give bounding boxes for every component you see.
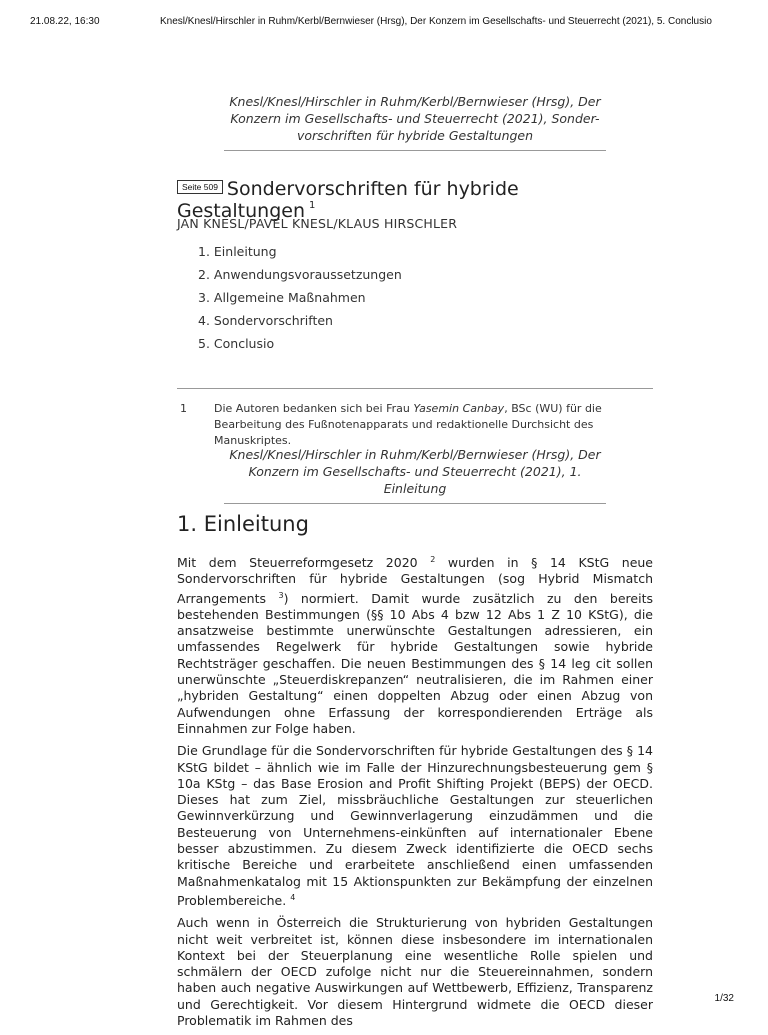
footnote-text-b: , BSc (WU) für die Bearbeitung des Fußnotenapparats und redaktionelle Durchsicht des Manuskriptes. xyxy=(214,402,602,447)
footnote-text-a: Die Autoren bedanken sich bei Frau xyxy=(214,402,414,415)
source-caption-mid: Knesl/Knesl/Hirschler in Ruhm/Kerbl/Bernwieser (Hrsg), Der Konzern im Gesellschafts- und Steuerrecht (2021), 1. Einleitung xyxy=(224,446,606,504)
footnote-ref-4[interactable]: 4 xyxy=(290,892,296,902)
authors: JAN KNESL/PAVEL KNESL/KLAUS HIRSCHLER xyxy=(177,216,458,231)
paragraph: Auch wenn in Österreich die Strukturierung von hybriden Gestaltungen nicht weit verbreitet ist, können diese insbesondere im internationalen Kontext bei der Steuerplanung eine wesentliche Rolle spielen und schmälern der OECD zufolge nicht nur die Steuereinnahmen, sondern haben auch negative Auswirkungen auf Wettbewerb, Effizienz, Transparenz und Gerechtigkeit. Vor diesem Hintergrund widmete die OECD dieser Problematik im Rahmen des xyxy=(177,915,653,1029)
paragraph-text: ) normiert. Damit wurde zusätzlich zu den bereits bestehenden Bestimmungen (§§ 10 Abs 4 bzw 12 Abs 1 Z 10 KStG), die ansatzweise bestimmte unerwünschte Gestaltungen adressieren, ein umfassendes Regelwerk für hybride Gestaltungen sowie hybride Rechtsträger geschaffen. Die neuen Bestimmungen des § 14 leg cit sollen unerwünschte „Steuerdiskrepanzen“ neutralisieren, die im Rahmen einer „hybriden Gestaltung“ einen doppelten Abzug oder einen Abzug von Aufwendungen ohne Erfassung der korrespondierenden Erträge als Einnahmen zur Folge haben. xyxy=(177,590,653,736)
paragraph-text: Die Grundlage für die Sondervorschriften für hybride Gestaltungen des § 14 KStG bildet – ähnlich wie im Falle der Hinzurechnungsbesteuerung gem § 10a KStg – das Base Erosion and Profit Shifting Projekt (BEPS) der OECD. Dieses hat zum Ziel, missbräuchliche Gestaltungen zur steuerlichen Gewinnverkürzung und Gewinnverlagerung einzudämmen und die Besteuerung von Unternehmens-einkünften auf internationaler Ebene besser abzustimmen. Zu diesem Zweck identifizierte die OECD sechs kritische Bereiche und erarbeitete anschließend einen umfassenden Maßnahmenkatalog mit 15 Aktionspunkten zur Bekämpfung der einzelnen Problembereiche. xyxy=(177,743,653,908)
paragraph xyxy=(177,552,653,737)
footnote-text xyxy=(214,401,653,449)
footnote-ref-2[interactable]: 2 xyxy=(430,555,436,564)
title-text: Sondervorschriften für hybride Gestaltungen xyxy=(177,178,519,222)
body-text xyxy=(177,552,653,1035)
footnote-ref-1[interactable]: 1 xyxy=(309,200,316,211)
toc-item[interactable]: 1. Einleitung xyxy=(198,244,277,259)
print-title: Knesl/Knesl/Hirschler in Ruhm/Kerbl/Bernwieser (Hrsg), Der Konzern im Gesellschafts- und Steuerrecht (2021), 5. Conclusio xyxy=(160,16,712,27)
print-date: 21.08.22, 16:30 xyxy=(30,16,100,27)
paragraph-text: wurden in § 14 KStG neue Sondervorschriften für hybride Gestaltungen (sog Hybrid Mismatch Arrangements xyxy=(177,555,654,606)
paragraph xyxy=(177,743,653,909)
page-marker: Seite 509 xyxy=(177,180,223,194)
toc-item[interactable]: 5. Conclusio xyxy=(198,336,275,351)
footnote-person-name: Yasemin Canbay xyxy=(413,402,505,415)
toc-item[interactable]: 4. Sondervorschriften xyxy=(198,313,333,328)
toc-item[interactable]: 2. Anwendungsvoraussetzungen xyxy=(198,267,402,282)
page-number: 1/32 xyxy=(714,993,734,1004)
footnote xyxy=(177,401,653,449)
table-of-contents xyxy=(198,242,402,357)
section-heading: 1. Einleitung xyxy=(177,512,309,536)
source-caption-top: Knesl/Knesl/Hirschler in Ruhm/Kerbl/Bernwieser (Hrsg), Der Konzern im Gesellschafts- und Steuerrecht (2021), Sonder-vorschriften für hybride Gestaltungen xyxy=(224,93,606,151)
paragraph-text: Mit dem Steuerreformgesetz 2020 xyxy=(177,555,431,570)
footnote-number: 1 xyxy=(180,402,187,415)
footnote-ref-3[interactable]: 3 xyxy=(278,590,284,600)
footnote-divider xyxy=(177,388,653,389)
toc-item[interactable]: 3. Allgemeine Maßnahmen xyxy=(198,290,366,305)
